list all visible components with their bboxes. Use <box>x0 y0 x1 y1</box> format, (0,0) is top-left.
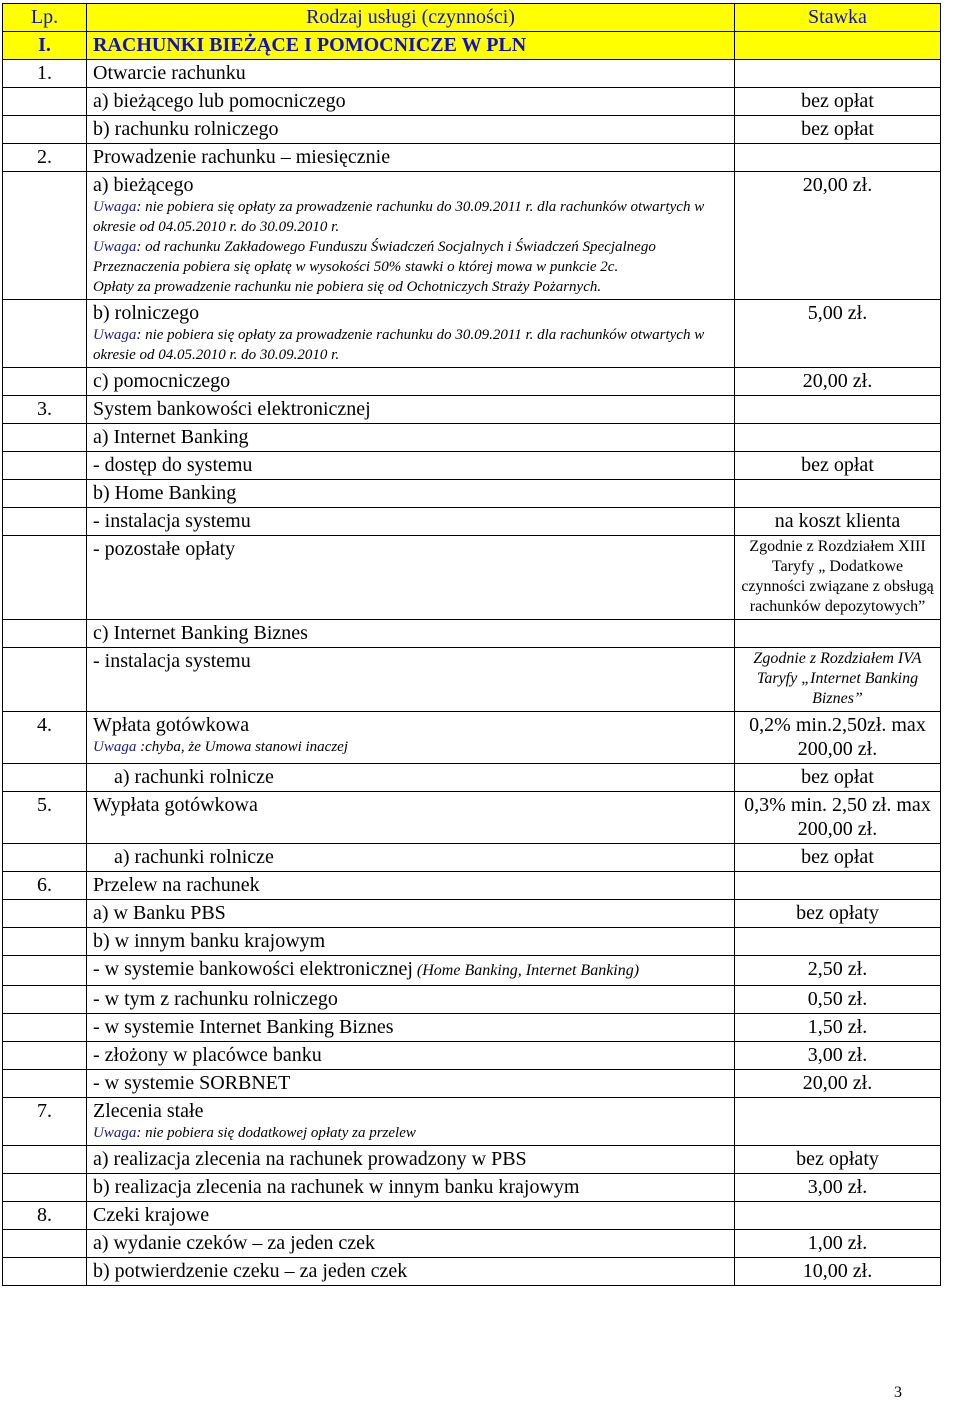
header-lp: Lp. <box>3 4 87 32</box>
row-rate: bez opłat <box>735 764 941 792</box>
row-item: b) rachunku rolniczego <box>87 116 735 144</box>
table-row <box>3 508 941 536</box>
table-row <box>3 1042 941 1070</box>
row-item: - instalacja systemu <box>87 648 735 712</box>
table-row <box>3 396 941 424</box>
row-lp: 4. <box>3 712 87 764</box>
note: Opłaty za prowadzenie rachunku nie pobiera się od Ochotniczych Straży Pożarnych. <box>93 279 602 295</box>
row-lp: 1. <box>3 60 87 88</box>
row-rate: 1,50 zł. <box>735 1014 941 1042</box>
row-rate: bez opłat <box>735 844 941 872</box>
table-row <box>3 1230 941 1258</box>
header-row <box>3 4 941 32</box>
table-row <box>3 792 941 844</box>
row-rate: 1,00 zł. <box>735 1230 941 1258</box>
table-row <box>3 1174 941 1202</box>
row-rate: 20,00 zł. <box>735 1070 941 1098</box>
table-row <box>3 1258 941 1286</box>
tariff-table <box>2 3 941 1286</box>
table-row <box>3 172 941 300</box>
row-rate: bez opłat <box>735 116 941 144</box>
row-rate: na koszt klienta <box>735 508 941 536</box>
row-lp: 3. <box>3 396 87 424</box>
row-item: - instalacja systemu <box>87 508 735 536</box>
row-item: - złożony w placówce banku <box>87 1042 735 1070</box>
row-item: a) wydanie czeków – za jeden czek <box>87 1230 735 1258</box>
row-rate: 20,00 zł. <box>735 368 941 396</box>
row-item: - dostęp do systemu <box>87 452 735 480</box>
row-rate: Zgodnie z Rozdziałem XIII Taryfy „ Dodatkowe czynności związane z obsługą rachunków depozytowych” <box>735 536 941 620</box>
table-row <box>3 1070 941 1098</box>
row-lp: 8. <box>3 1202 87 1230</box>
row-item: a) rachunki rolnicze <box>87 844 735 872</box>
row-rate: 5,00 zł. <box>735 300 941 368</box>
table-row <box>3 1014 941 1042</box>
row-title: Przelew na rachunek <box>87 872 735 900</box>
table-row <box>3 1146 941 1174</box>
row-item: b) potwierdzenie czeku – za jeden czek <box>87 1258 735 1286</box>
header-service: Rodzaj usługi (czynności) <box>87 4 735 32</box>
row-item: a) rachunki rolnicze <box>87 764 735 792</box>
section-row <box>3 32 941 60</box>
table-row <box>3 764 941 792</box>
table-row <box>3 1202 941 1230</box>
table-row <box>3 872 941 900</box>
row-item: b) Home Banking <box>87 480 735 508</box>
table-row <box>3 452 941 480</box>
row-rate: bez opłaty <box>735 900 941 928</box>
table-row <box>3 900 941 928</box>
table-row <box>3 712 941 764</box>
table-row <box>3 986 941 1014</box>
row-rate: 0,2% min.2,50zł. max 200,00 zł. <box>735 712 941 764</box>
table-row <box>3 424 941 452</box>
table-row <box>3 60 941 88</box>
row-rate: bez opłat <box>735 452 941 480</box>
table-row <box>3 648 941 712</box>
row-rate: 0,50 zł. <box>735 986 941 1014</box>
row-title: Otwarcie rachunku <box>87 60 735 88</box>
row-lp: 7. <box>3 1098 87 1146</box>
row-item: c) pomocniczego <box>87 368 735 396</box>
row-item: b) w innym banku krajowym <box>87 928 735 956</box>
row-item <box>87 300 735 368</box>
table-row <box>3 956 941 986</box>
row-item: - pozostałe opłaty <box>87 536 735 620</box>
row-rate: 10,00 zł. <box>735 1258 941 1286</box>
row-title: Zlecenia stałe Uwaga: nie pobiera się dodatkowej opłaty za przelew <box>87 1098 735 1146</box>
table-row <box>3 368 941 396</box>
row-rate: 2,50 zł. <box>735 956 941 986</box>
row-rate: bez opłat <box>735 88 941 116</box>
section-title: RACHUNKI BIEŻĄCE I POMOCNICZE W PLN <box>87 32 735 60</box>
item-label: b) rolniczego <box>93 302 200 324</box>
row-rate: Zgodnie z Rozdziałem IVA Taryfy „Internet Banking Biznes” <box>735 648 941 712</box>
table-row <box>3 844 941 872</box>
item-label: a) bieżącego <box>93 174 194 196</box>
row-item: a) Internet Banking <box>87 424 735 452</box>
row-lp: 6. <box>3 872 87 900</box>
row-lp: 2. <box>3 144 87 172</box>
row-lp: 5. <box>3 792 87 844</box>
note: Uwaga: nie pobiera się opłaty za prowadzenie rachunku do 30.09.2011 r. dla rachunków otwartych w okresie od 04.05.2010 r. do 30.09.2010 r. <box>93 199 705 235</box>
table-row <box>3 480 941 508</box>
row-item: a) realizacja zlecenia na rachunek prowadzony w PBS <box>87 1146 735 1174</box>
row-title: System bankowości elektronicznej <box>87 396 735 424</box>
row-item: c) Internet Banking Biznes <box>87 620 735 648</box>
row-item: - w tym z rachunku rolniczego <box>87 986 735 1014</box>
table-row <box>3 88 941 116</box>
row-item: - w systemie bankowości elektronicznej (Home Banking, Internet Banking) <box>87 956 735 986</box>
note: Uwaga :chyba, że Umowa stanowi inaczej <box>93 739 348 755</box>
row-item: - w systemie SORBNET <box>87 1070 735 1098</box>
table-row <box>3 536 941 620</box>
note: Uwaga: nie pobiera się opłaty za prowadzenie rachunku do 30.09.2011 r. dla rachunków otwartych w okresie od 04.05.2010 r. do 30.09.2010 r. <box>93 327 705 363</box>
row-title: Wypłata gotówkowa <box>87 792 735 844</box>
row-item: a) w Banku PBS <box>87 900 735 928</box>
table-row <box>3 620 941 648</box>
row-item <box>87 172 735 300</box>
section-lp: I. <box>3 32 87 60</box>
row-title: Prowadzenie rachunku – miesięcznie <box>87 144 735 172</box>
page-number: 3 <box>894 1384 902 1401</box>
row-title: Czeki krajowe <box>87 1202 735 1230</box>
row-rate: bez opłaty <box>735 1146 941 1174</box>
row-item: - w systemie Internet Banking Biznes <box>87 1014 735 1042</box>
table-row <box>3 1098 941 1146</box>
table-row <box>3 116 941 144</box>
header-rate: Stawka <box>735 4 941 32</box>
note: Uwaga: od rachunku Zakładowego Funduszu Świadczeń Socjalnych i Świadczeń Specjalnego Przeznaczenia pobiera się opłatę w wysokości 50% stawki o której mowa w punkcie 2c. <box>93 239 656 275</box>
row-rate: 0,3% min. 2,50 zł. max 200,00 zł. <box>735 792 941 844</box>
row-rate: 3,00 zł. <box>735 1174 941 1202</box>
table-row <box>3 300 941 368</box>
row-title: Wpłata gotówkowa Uwaga :chyba, że Umowa stanowi inaczej <box>87 712 735 764</box>
table-row <box>3 144 941 172</box>
row-item: a) bieżącego lub pomocniczego <box>87 88 735 116</box>
row-rate: 20,00 zł. <box>735 172 941 300</box>
table-row <box>3 928 941 956</box>
row-rate: 3,00 zł. <box>735 1042 941 1070</box>
row-item: b) realizacja zlecenia na rachunek w innym banku krajowym <box>87 1174 735 1202</box>
note: Uwaga: nie pobiera się dodatkowej opłaty za przelew <box>93 1125 416 1141</box>
